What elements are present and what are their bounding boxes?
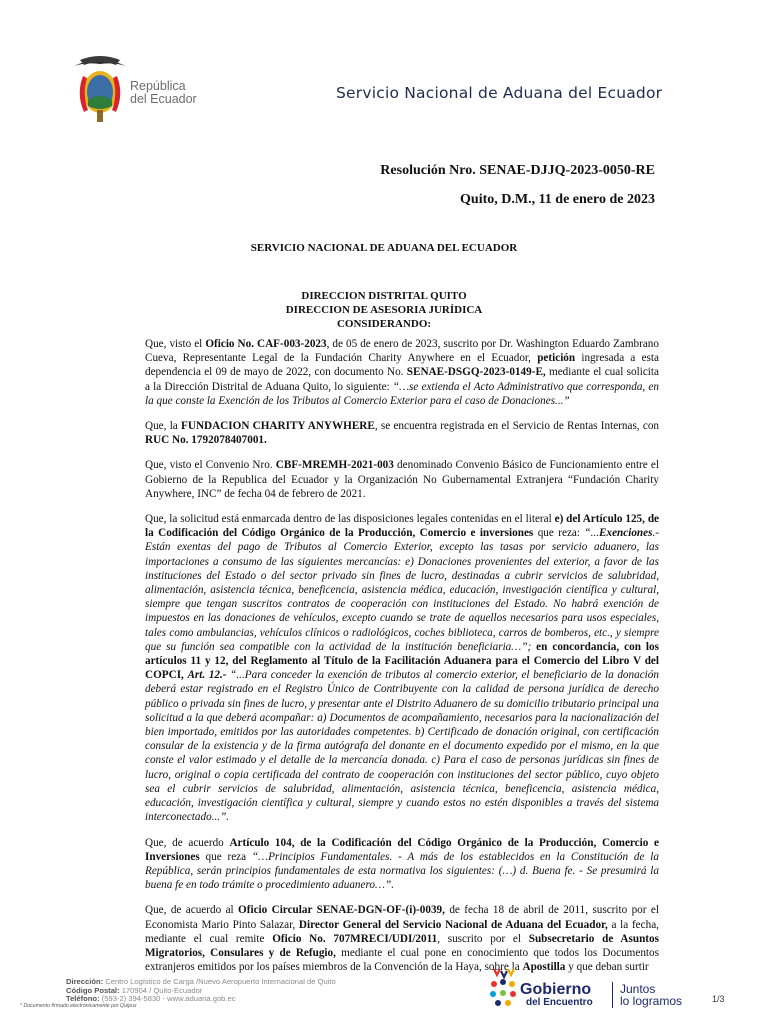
gobierno-del-encuentro-text (520, 982, 593, 1008)
footer-postal-code: Código Postal: 170904 / Quito-Ecuador (66, 985, 203, 995)
paragraph-3: Que, visto el Convenio Nro. CBF-MREMH-2021-003 denominado Convenio Básico de Funcionamiento entre el Gobierno de la Republica del Ecuador y la Organización No Gubernamental Extranjera “Fundación Charity Anywhere, INC” de fecha 04 de febrero de 2021. (145, 459, 659, 500)
considering-heading: CONSIDERANDO: (336, 318, 432, 330)
direction-heading-1: DIRECCION DISTRITAL QUITO (301, 290, 467, 302)
paragraph-1: Que, visto el Oficio No. CAF-003-2023, de 05 de enero de 2023, suscrito por Dr. Washington Eduardo Zambrano Cueva, Representante Legal de la Fundación Charity Anywhere en el Ecuador, petición ingresada a esta dependencia el 09 de mayo de 2022, con documento No. SENAE-DSGQ-2023-0149-E, mediante el cual solicita a la Dirección Distrital de Aduana Quito, lo siguiente: “…se extienda el Acto Administrativo que corresponda, en la que conste la Exención de los Tributos al Comercio Exterior para el caso de Donaciones...” (145, 338, 659, 407)
footer-divider (612, 982, 613, 1008)
slogan-line-2: lo logramos (620, 994, 683, 1008)
footer-address: Dirección: Centro Logístico de Carga /Nuevo Aeropuerto Internacional de Quito (66, 977, 336, 986)
gobierno-label: Gobierno (520, 981, 592, 998)
del-encuentro-label: del Encuentro (526, 997, 593, 1008)
paragraph-4: Que, la solicitud está enmarcada dentro de las disposiciones legales contenidas en el literal e) del Artículo 125, de la Codificación del Código Orgánico de la Producción, Comercio e inversiones que reza: “...Exenciones.- Están exentas del pago de Tributos al Comercio Exterior, excepto las tasas por servicio aduanero, las importaciones a consumo de las siguientes mercancías: e) Donaciones provenientes del exterior, a favor de las instituciones del Estado o del sector privado sin fines de lucro, destinadas a cubrir servicios de salubridad, alimentación, asistencia técnica, beneficencia, asistencia médica, educación, investigación científica y cultural, siempre que tengan suscritos contratos de cooperación con instituciones del Estado. No habrá exención de impuestos en las donaciones de vehículos, excepto cuando se trate de aquellos necesarios para usos especiales, tales como ambulancias, vehículos clínicos o radiológicos, coches biblioteca, carros de bomberos, etc., y siempre que su función sea compatible con la actividad de la institución beneficiaria…”; en concordancia, con los artículos 11 y 12, del Reglamento al Título de la Facilitación Aduanera para el Comercio del Libro V del COPCI, Art. 12.- “...Para conceder la exención de tributos al comercio exterior, el beneficiario de la donación deberá estar registrado en el Registro Único de Contribuyente con la calidad de persona jurídica de derecho público o privada sin fines de lucro, y presentar ante el Distrito Aduanero de su domicilio tributario principal una solicitud a la que deberá acompañar: a) Documentos de acompañamiento, necesarios para la nacionalización del bien importado, emitidos por las autoridades competentes. b) Certificado de donación original, con certificación consular de la existencia y de la firma autógrafa del donante en el documento expedido por el mismo, en la que conste el valor estimado y el detalle de la mercancía donada. c) Para el caso de personas jurídicas sin fines de lucro, original o copia certificada del contrato de cooperación con instituciones del sector público, cuyo objeto sea el cubrir servicios de salubridad, alimentación, asistencia técnica, beneficencia, asistencia médica, educación, investigación científica y cultural, siempre y cuando estos no estén disponibles a través del sistema interconectado...”. (145, 513, 660, 824)
slogan-line-1: Juntos (620, 982, 656, 996)
slogan (620, 983, 682, 1007)
gobierno-del-encuentro-logo-icon (488, 967, 518, 1007)
paragraph-6: Que, de acuerdo al Oficio Circular SENAE-DGN-OF-(i)-0039, de fecha 18 de abril de 2011, suscrito por el Economista Mario Pinto Salazar, Director General del Servicio Nacional de Aduana del Ecuador, a la fecha, mediante el cual remite Oficio No. 707MRECI/UDI/2011, suscrito por el Subsecretario de Asuntos Migratorios, Consulares y de Refugio, mediante el cual pone en conocimiento que todos los Documentos extranjeros emitidos por los países miembros de la Convención de la Haya, sobre la Apostilla y que deban surtir (145, 904, 659, 974)
republica-label: República (130, 79, 186, 93)
page-number: 1/3 (712, 994, 725, 1004)
document-body (145, 337, 659, 985)
republica-del-ecuador-text (130, 80, 197, 106)
del-ecuador-label: del Ecuador (130, 92, 197, 106)
footer-phone: Teléfono: (593-2) 394-5830 - www.aduana.gob.ec (66, 994, 236, 1004)
electronic-signature-note: * Documento firmado electrónicamente por Quipux (20, 1003, 137, 1009)
direction-heading-2: DIRECCION DE ASESORIA JURÍDICA (285, 304, 483, 316)
footer-contact (66, 978, 336, 1004)
resolution-date: Quito, D.M., 11 de enero de 2023 (460, 192, 655, 207)
service-heading: SERVICIO NACIONAL DE ADUANA DEL ECUADOR (250, 242, 518, 254)
paragraph-2: Que, la FUNDACION CHARITY ANYWHERE, se encuentra registrada en el Servicio de Rentas Internas, con RUC No. 1792078407001. (145, 420, 660, 447)
paragraph-5: Que, de acuerdo Artículo 104, de la Codificación del Código Orgánico de la Producción, Comercio e Inversiones que reza “…Principios Fundamentales. - A más de los establecidos en la Constitución de la República, serán principios fundamentales de esta normativa los siguientes: (…) d. Buena fe. - Se presumirá la buena fe en todo trámite o procedimiento aduanero…”. (145, 836, 659, 892)
ecuador-coat-of-arms-icon (70, 56, 130, 124)
agency-title: Servicio Nacional de Aduana del Ecuador (336, 84, 663, 102)
resolution-number: Resolución Nro. SENAE-DJJQ-2023-0050-RE (380, 163, 655, 178)
